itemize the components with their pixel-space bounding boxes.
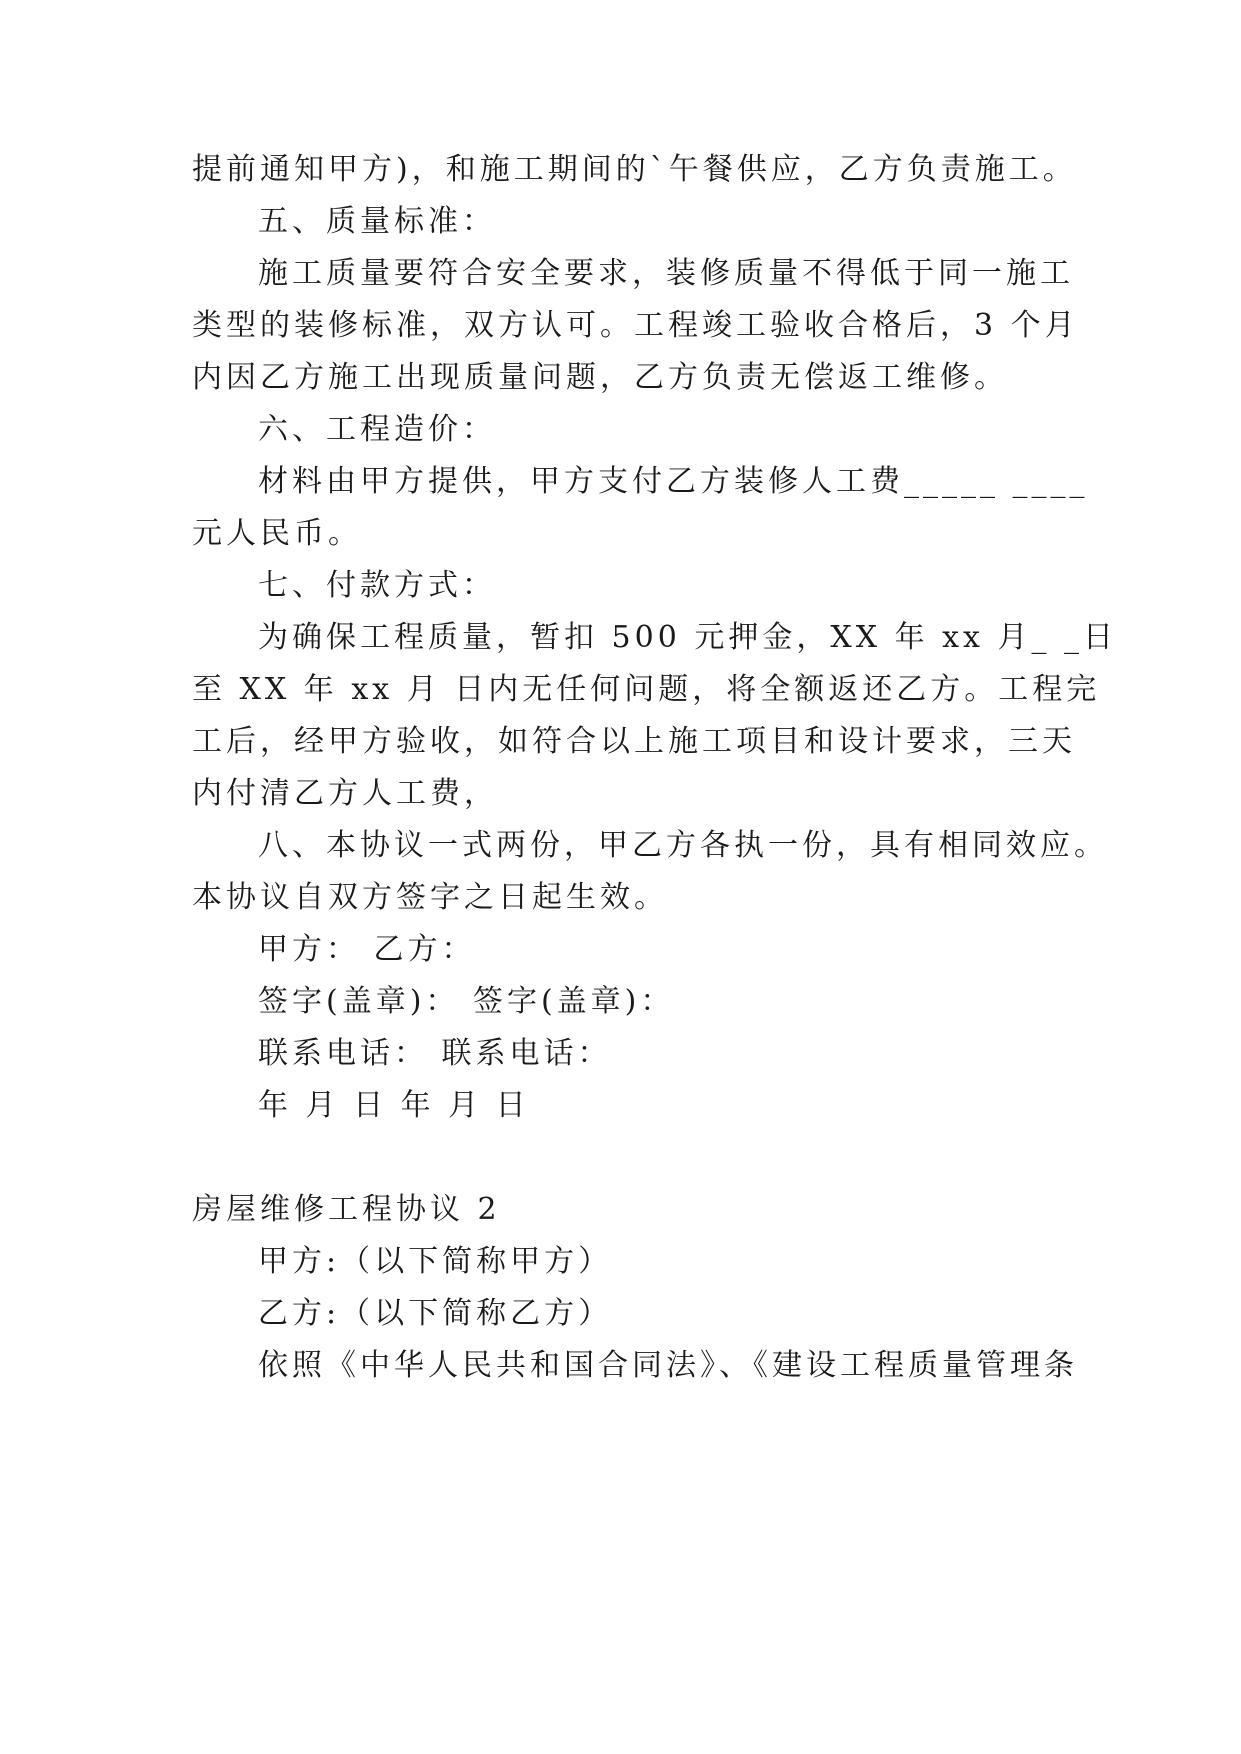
signature-parties: 甲方： 乙方： bbox=[258, 932, 476, 967]
signature-seal: 签字(盖章)： 签字(盖章)： bbox=[258, 984, 675, 1019]
paragraph-line: 至 XX 年 xx 月 日内无任何问题，将全额返还乙方。工程完 bbox=[192, 672, 1101, 707]
paragraph-line: 为确保工程质量，暂扣 500 元押金，XX 年 xx 月_ _日 bbox=[258, 620, 1118, 655]
paragraph-line: 依照《中华人民共和国合同法》、《建设工程质量管理条 bbox=[258, 1348, 1078, 1383]
party-b-line: 乙方:（以下简称乙方） bbox=[258, 1296, 613, 1331]
paragraph-line: 本协议自双方签字之日起生效。 bbox=[192, 880, 668, 915]
paragraph-line: 材料由甲方提供，甲方支付乙方装修人工费_____ ____ bbox=[258, 464, 1089, 499]
section-heading-payment: 七、付款方式： bbox=[258, 568, 496, 603]
paragraph-line: 类型的装修标准，双方认可。工程竣工验收合格后，3 个月 bbox=[192, 308, 1079, 343]
paragraph-line: 提前通知甲方)，和施工期间的`午餐供应，乙方负责施工。 bbox=[192, 152, 1077, 187]
signature-phone: 联系电话： 联系电话： bbox=[258, 1036, 612, 1071]
paragraph-line: 元人民币。 bbox=[192, 516, 362, 551]
document-title: 房屋维修工程协议 2 bbox=[192, 1192, 501, 1227]
party-a-line: 甲方:（以下简称甲方） bbox=[258, 1244, 613, 1279]
paragraph-line: 工后，经甲方验收，如符合以上施工项目和设计要求，三天 bbox=[192, 724, 1076, 759]
paragraph-line: 八、本协议一式两份，甲乙方各执一份，具有相同效应。 bbox=[258, 828, 1108, 863]
section-heading-cost: 六、工程造价： bbox=[258, 412, 496, 447]
paragraph-line: 内付清乙方人工费， bbox=[192, 776, 498, 811]
signature-date: 年 月 日 年 月 日 bbox=[258, 1088, 530, 1123]
section-heading-quality: 五、质量标准： bbox=[258, 204, 496, 239]
paragraph-line: 施工质量要符合安全要求，装修质量不得低于同一施工 bbox=[258, 256, 1074, 291]
paragraph-line: 内因乙方施工出现质量问题，乙方负责无偿返工维修。 bbox=[192, 360, 1008, 395]
